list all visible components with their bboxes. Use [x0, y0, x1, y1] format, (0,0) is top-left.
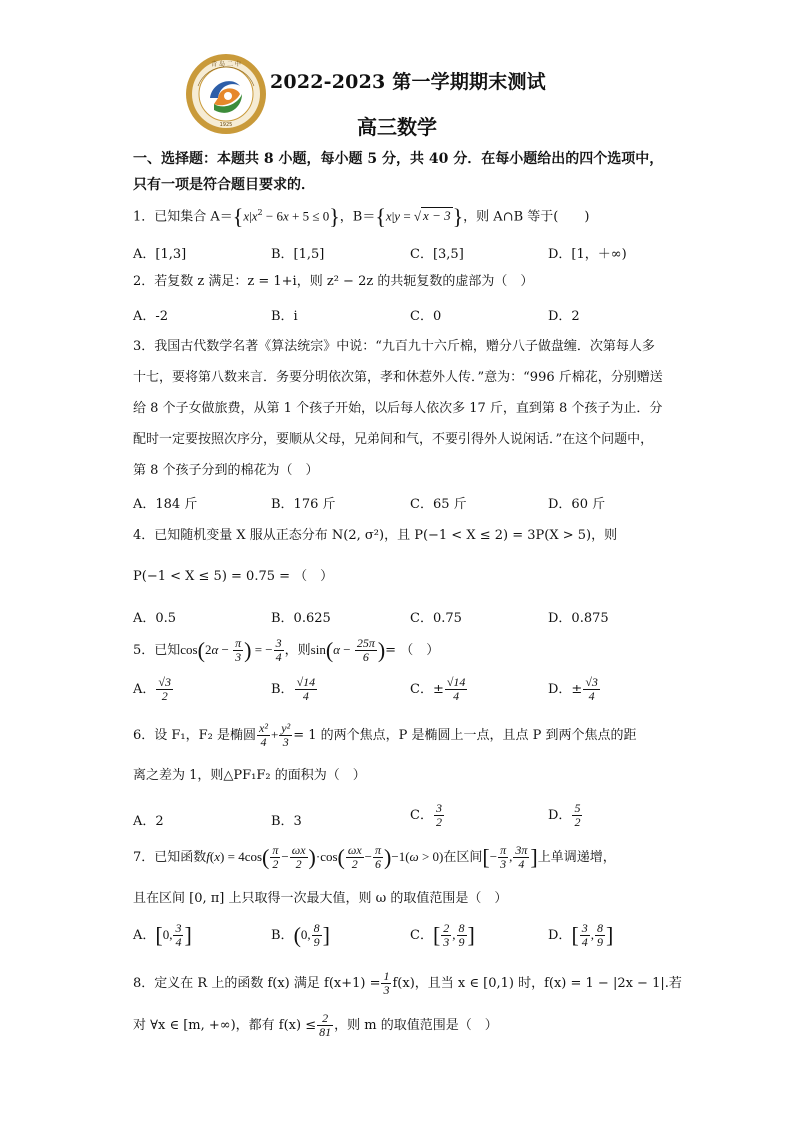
svg-text:1925: 1925: [219, 122, 233, 128]
q3-option-d[interactable]: D．60 斤: [548, 497, 606, 512]
section-heading: 一、选择题：本题共 8 小题，每小题 5 分，共 40 分．在每小题给出的四个选项中，只有一项是符合题目要求的．: [133, 151, 664, 193]
q2-option-a[interactable]: A．-2: [133, 309, 169, 324]
q1-option-b[interactable]: B．[1,5]: [271, 247, 325, 262]
q5-option-a[interactable]: A． $\frac{√3}{2}$: [133, 675, 171, 703]
q7-option-a[interactable]: A．[0, $\frac{3}{4}$ ]: [133, 921, 192, 949]
q1-option-a[interactable]: A．[1,3]: [133, 247, 187, 262]
question-8-line2: 对 ∀x ∈ [m, +∞)，都有 f(x) ≤ $\frac{2}{81}$ ，则 m 的取值范围是（ ）: [133, 1011, 498, 1039]
q2-option-d[interactable]: D．2: [548, 309, 580, 324]
exam-title: 2022-2023 第一学期期末测试: [270, 71, 546, 93]
question-3: 3．我国古代数学名著《算法统宗》中说：“九百九十六斤棉，赠分八子做盘缠．次第每人多十七，要将第八数来言．务要分明依次第，孝和休惹外人传．”意为：“996 斤棉花，分别赠送给 8 个子女做旅费，从第 1 个孩子开始，以后每人依次多 17 斤，直到第 8 个孩子为止．分配时一定要按照次序分，要顺从父母，兄弟间和气，不要引得外人说闲话．”在这个问题中，第 8 个孩子分到的棉花为（ ）: [133, 339, 663, 478]
q4-option-d[interactable]: D．0.875: [548, 611, 609, 626]
question-8: 8．定义在 R 上的函数 f(x) 满足 f(x+1) = $\frac{1}{3}$ f(x)，且当 x ∈ [0,1) 时，f(x) = 1 − |2x − 1|.若: [133, 969, 682, 997]
q4-option-c[interactable]: C．0.75: [410, 611, 462, 626]
q6-option-d[interactable]: D． $\frac{5}{2}$: [548, 801, 581, 829]
question-6-line2: 离之差为 1，则△PF₁F₂ 的面积为（ ）: [133, 768, 366, 783]
q6-option-a[interactable]: A．2: [133, 814, 164, 829]
q2-option-c[interactable]: C．0: [410, 309, 442, 324]
q4-option-b[interactable]: B．0.625: [271, 611, 331, 626]
question-6: 6．设 F₁，F₂ 是椭圆 $\frac{\text{x²}}{4}$ + $\frac{\text{y²}}{3}$ = 1 的两个焦点，P 是椭圆上一点，且点 P 到两个焦点的距: [133, 721, 637, 749]
school-logo: [184, 52, 268, 136]
q7-option-c[interactable]: C．[ $\frac{2}{3}$ , $\frac{8}{9}$ ]: [410, 921, 475, 949]
q3-option-c[interactable]: C．65 斤: [410, 497, 467, 512]
exam-subtitle: 高三数学: [357, 115, 437, 139]
q6-option-c[interactable]: C． $\frac{3}{2}$: [410, 801, 442, 829]
question-4-line2: P(−1 < X ≤ 5) = 0.75 = （ ）: [133, 569, 334, 584]
q5-option-c[interactable]: C．± $\frac{√14}{4}$: [410, 675, 466, 703]
q5-option-b[interactable]: B． $\frac{√14}{4}$: [271, 675, 316, 703]
q3-option-b[interactable]: B．176 斤: [271, 497, 336, 512]
q3-option-a[interactable]: A．184 斤: [133, 497, 198, 512]
question-4: 4．已知随机变量 X 服从正态分布 N(2, σ²)，且 P(−1 < X ≤ 2) = 3P(X > 5)，则: [133, 528, 618, 543]
svg-text:青 岛 二 中: 青 岛 二 中: [211, 61, 241, 68]
q5-option-d[interactable]: D．± $\frac{√3}{4}$: [548, 675, 598, 703]
q7-option-b[interactable]: B．(0, $\frac{8}{9}$ ]: [271, 921, 330, 949]
question-5: 5．已知cos(2α − $\frac{\pi}{3}$ ) = − $\frac{3}{4}$ ，则sin(α − $\frac{25\pi}{6}$ )= （ ）: [133, 636, 440, 664]
question-1: 1．已知集合 $A=\{x|x^2 - 6x + 5 \le 0\}$，B＝{x|y = √ x − 3}，则 A∩B 等于( ): [133, 203, 590, 229]
question-7-line2: 且在区间 [0, π] 上只取得一次最大值，则 ω 的取值范围是（ ）: [133, 891, 508, 906]
q6-option-b[interactable]: B．3: [271, 814, 302, 829]
q1-option-c[interactable]: C．[3,5]: [410, 247, 464, 262]
question-2: 2．若复数 z 满足：z = 1+i，则 z² − 2z 的共轭复数的虚部为（ ）: [133, 274, 534, 289]
question-7: 7．已知函数f(x) = 4cos( $\frac{\pi}{2}$ − $\frac{\omega x}{2}$ )·cos( $\frac{\omega x}{2}$ − $\frac{\pi}{6}$ )−1(ω > 0)在区间[− $\frac{\pi}{3}$ , $\frac{3\pi}{4}$ ]上单调递增，: [133, 843, 616, 871]
q4-option-a[interactable]: A．0.5: [133, 611, 177, 626]
q2-option-b[interactable]: B．i: [271, 309, 298, 324]
q7-option-d[interactable]: D．[ $\frac{3}{4}$ , $\frac{8}{9}$ ]: [548, 921, 614, 949]
q1-option-d[interactable]: D．[1，＋∞): [548, 247, 627, 262]
